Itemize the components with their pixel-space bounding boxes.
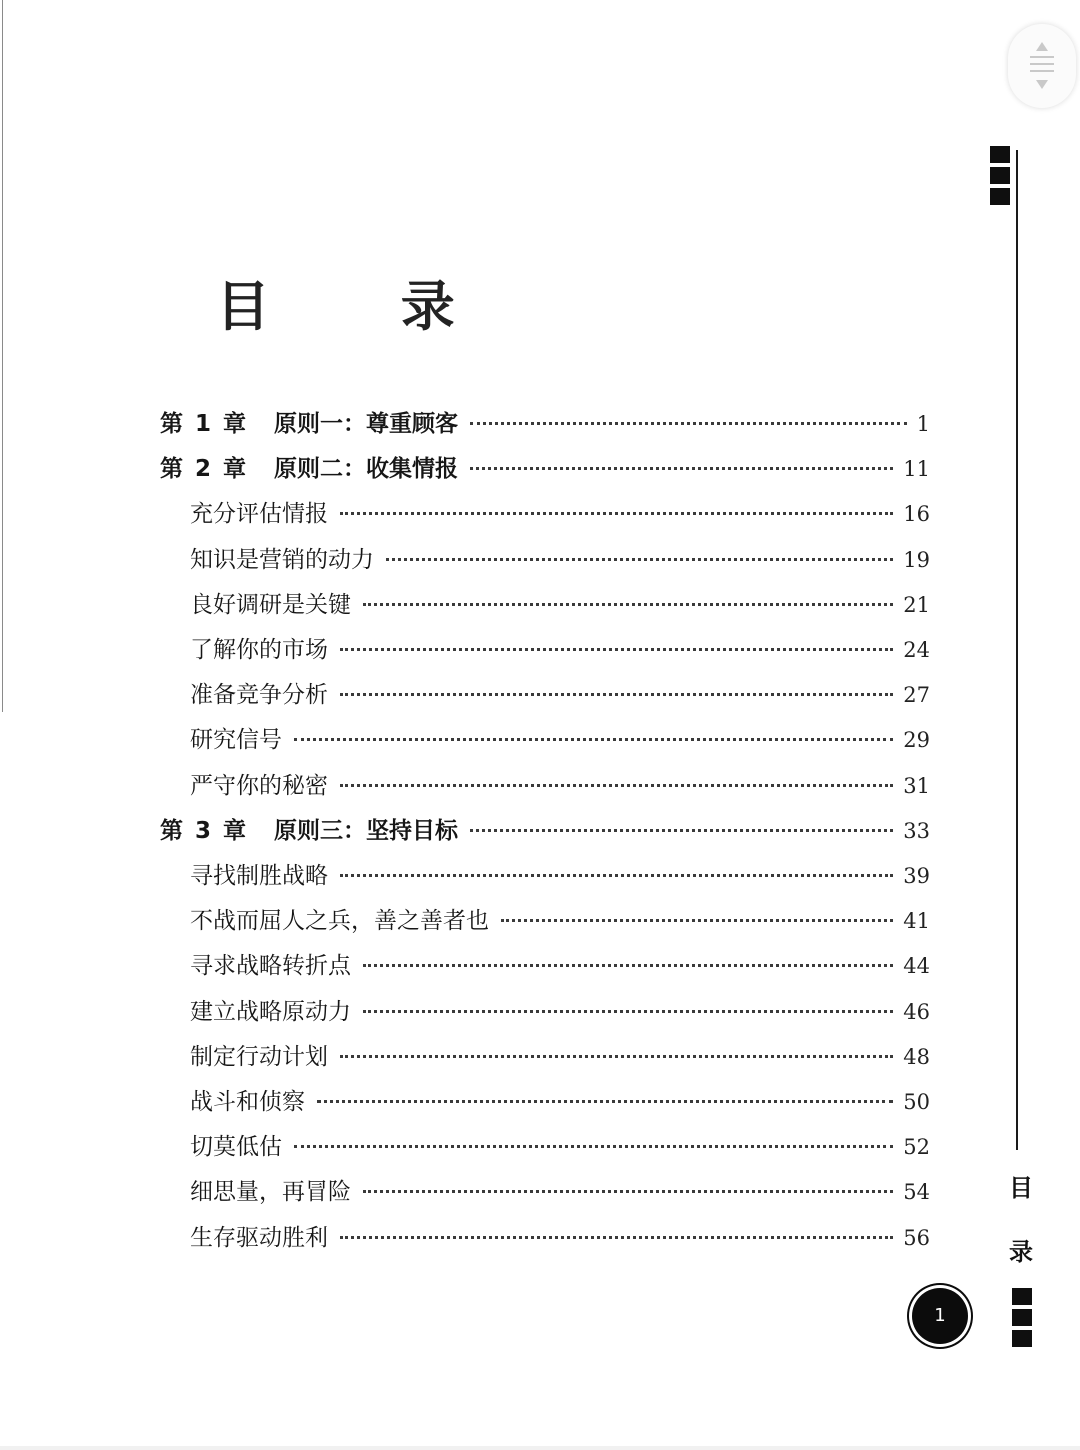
section-title: 建立战略原动力 (190, 999, 351, 1025)
page-number: 46 (903, 1000, 930, 1024)
page-number: 41 (903, 909, 930, 933)
section-title: 准备竞争分析 (190, 682, 328, 708)
toc-section-row[interactable] (190, 586, 930, 626)
page-title: 目 录 (216, 275, 511, 338)
dot-leader (363, 963, 893, 967)
side-label-char-2: 录 (1009, 1238, 1033, 1266)
chapter-number: 第 1 章 (160, 411, 249, 437)
toc-section-row[interactable] (190, 721, 930, 761)
section-title: 充分评估情报 (190, 501, 328, 527)
section-title: 制定行动计划 (190, 1044, 328, 1070)
dot-leader (470, 421, 907, 425)
page-number: 33 (903, 819, 930, 843)
chapter-tab-bottom (1012, 1288, 1032, 1351)
page-number: 44 (903, 954, 930, 978)
section-title: 战斗和侦察 (190, 1089, 305, 1115)
section-title: 寻求战略转折点 (190, 953, 351, 979)
toc-section-row[interactable] (190, 1219, 930, 1259)
section-title: 切莫低估 (190, 1134, 282, 1160)
page-number: 56 (903, 1226, 930, 1250)
dot-leader (470, 828, 893, 832)
dot-leader (363, 602, 893, 606)
section-title: 寻找制胜战略 (190, 863, 328, 889)
page-number: 1 (916, 412, 930, 436)
toc-section-row[interactable] (190, 1173, 930, 1213)
page-number: 11 (903, 457, 930, 481)
toc-chapter-row[interactable] (160, 450, 930, 490)
chapter-title: 原则一：尊重顾客 (274, 411, 459, 437)
section-title: 了解你的市场 (190, 637, 328, 663)
dot-leader (340, 647, 893, 651)
dot-leader (470, 466, 893, 470)
dot-leader (294, 1144, 893, 1148)
dot-leader (340, 1235, 893, 1239)
page-number: 52 (903, 1135, 930, 1159)
toc-chapter-row[interactable] (160, 405, 930, 445)
toc-section-row[interactable] (190, 541, 930, 581)
section-title: 生存驱动胜利 (190, 1225, 328, 1251)
dot-leader (340, 692, 893, 696)
page-number-badge: 1 (912, 1288, 968, 1344)
bottom-rule (0, 1446, 1080, 1450)
page-number: 27 (903, 683, 930, 707)
section-title: 不战而屈人之兵，善之善者也 (190, 908, 489, 934)
arrow-up-icon (1036, 42, 1048, 51)
dot-leader (340, 1054, 893, 1058)
chapter-title: 原则二：收集情报 (274, 456, 459, 482)
page-number: 39 (903, 864, 930, 888)
scroll-handle[interactable] (1008, 24, 1076, 108)
section-title: 严守你的秘密 (190, 773, 328, 799)
section-title: 良好调研是关键 (190, 592, 351, 618)
drag-lines-icon (1030, 56, 1054, 74)
toc-section-row[interactable] (190, 1128, 930, 1168)
spine-rule (1016, 150, 1018, 1150)
page-number: 21 (903, 593, 930, 617)
page-number: 48 (903, 1045, 930, 1069)
page-number: 29 (903, 728, 930, 752)
arrow-down-icon (1036, 80, 1048, 89)
section-title: 知识是营销的动力 (190, 547, 374, 573)
chapter-tab-top (990, 146, 1010, 209)
page-number: 16 (903, 502, 930, 526)
toc-section-row[interactable] (190, 947, 930, 987)
chapter-number: 第 2 章 (160, 456, 249, 482)
dot-leader (340, 873, 893, 877)
toc-section-row[interactable] (190, 676, 930, 716)
page-left-edge (2, 0, 3, 712)
dot-leader (340, 783, 893, 787)
toc-section-row[interactable] (190, 993, 930, 1033)
dot-leader (363, 1189, 893, 1193)
side-label-char-1: 目 (1009, 1174, 1033, 1202)
dot-leader (363, 1009, 893, 1013)
chapter-title: 原则三：坚持目标 (274, 818, 459, 844)
dot-leader (386, 557, 893, 561)
toc-section-row[interactable] (190, 631, 930, 671)
page-number: 50 (903, 1090, 930, 1114)
page-number: 31 (903, 774, 930, 798)
dot-leader (501, 918, 893, 922)
chapter-number: 第 3 章 (160, 818, 249, 844)
dot-leader (294, 737, 893, 741)
dot-leader (340, 511, 893, 515)
toc-section-row[interactable] (190, 902, 930, 942)
page-number: 19 (903, 548, 930, 572)
toc-section-row[interactable] (190, 1083, 930, 1123)
toc-section-row[interactable] (190, 1038, 930, 1078)
dot-leader (317, 1099, 893, 1103)
section-title: 细思量，再冒险 (190, 1179, 351, 1205)
section-title: 研究信号 (190, 727, 282, 753)
toc-section-row[interactable] (190, 767, 930, 807)
toc-section-row[interactable] (190, 857, 930, 897)
toc-section-row[interactable] (190, 495, 930, 535)
page-number: 54 (903, 1180, 930, 1204)
toc-chapter-row[interactable] (160, 812, 930, 852)
page-number: 24 (903, 638, 930, 662)
